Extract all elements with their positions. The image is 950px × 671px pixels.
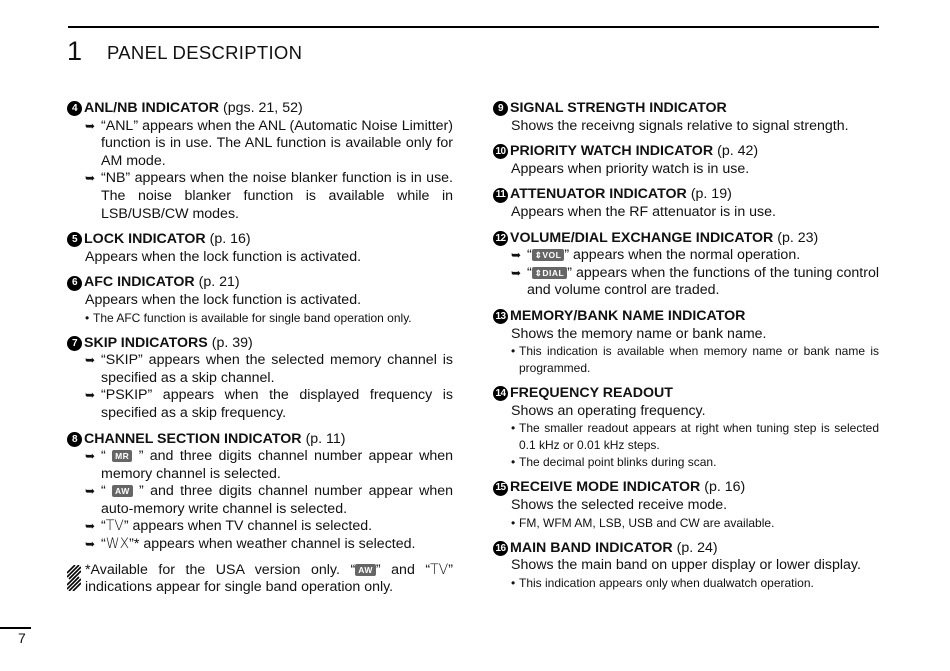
item-number-11: 11 — [493, 188, 508, 203]
note-text: The smaller readout appears at right when tuning step is selected 0.1 kHz or 0.01 kHz steps. — [519, 421, 879, 453]
section-title: AFC INDICATOR — [84, 274, 195, 291]
arrow-icon: ➥ — [85, 388, 96, 403]
item-number-9: 9 — [493, 101, 508, 116]
bullet-text: “PSKIP” appears when the displayed frequency is specified as a skip frequency. — [101, 387, 453, 421]
section-title: ANL/NB INDICATOR — [84, 100, 220, 116]
section-title: MAIN BAND INDICATOR — [510, 539, 673, 556]
tv-symbol: TV — [430, 561, 449, 578]
arrow-icon: ➥ — [85, 171, 96, 186]
arrow-icon: ➥ — [85, 484, 96, 499]
section-title: VOLUME/DIAL EXCHANGE INDICATOR — [510, 229, 774, 246]
bullet-text: “ AW ” and three digits channel number appear when auto-memory write channel is selected. — [101, 483, 453, 517]
item-number-16: 16 — [493, 541, 508, 556]
item-number-7: 7 — [67, 336, 82, 351]
chapter-title: PANEL DESCRIPTION — [107, 42, 303, 63]
section-title: SKIP INDICATORS — [84, 334, 208, 351]
section-title: SIGNAL STRENGTH INDICATOR — [510, 100, 727, 116]
item-number-13: 13 — [493, 309, 508, 324]
bullet-text: “WX”* appears when weather channel is selected. — [101, 536, 416, 553]
section-body: Shows the memory name or bank name. — [511, 325, 767, 342]
arrow-icon: ➥ — [85, 353, 96, 368]
mr-icon: MR — [112, 450, 132, 462]
tv-symbol: TV — [105, 518, 124, 535]
aw-icon: AW — [112, 485, 133, 497]
arrow-icon: ➥ — [85, 118, 96, 133]
bullet-dot: • — [511, 455, 516, 470]
section-title: RECEIVE MODE INDICATOR — [510, 479, 701, 496]
section-body: Appears when the lock function is activated. — [85, 291, 362, 308]
page-ref: (p. 21) — [198, 274, 240, 291]
bullet-text: “NB” appears when the noise blanker function is in use. The noise blanker function is available while in LSB/USB/CW modes. — [101, 170, 453, 222]
footer-rule — [0, 627, 31, 629]
page-ref: (pgs. 21, 52) — [223, 100, 303, 116]
chapter-number: 1 — [67, 36, 83, 66]
page-ref: (p. 16) — [209, 231, 251, 248]
section-attenuator — [493, 186, 879, 221]
wx-symbol: WX — [105, 536, 130, 553]
item-number-6: 6 — [67, 276, 82, 291]
page-ref: (p. 39) — [211, 334, 253, 351]
arrow-icon: ➥ — [85, 519, 96, 534]
item-number-5: 5 — [67, 232, 82, 247]
left-column — [67, 100, 453, 597]
section-title: FREQUENCY READOUT — [510, 385, 673, 402]
section-title: ATTENUATOR INDICATOR — [510, 186, 687, 203]
note-text: The decimal point blinks during scan. — [519, 455, 717, 470]
section-lock — [67, 231, 453, 266]
section-skip — [67, 335, 453, 423]
section-channel — [67, 431, 453, 554]
section-title: CHANNEL SECTION INDICATOR — [84, 430, 302, 447]
dial-icon: ⇕DIAL — [532, 267, 567, 279]
section-afc — [67, 274, 453, 326]
section-body: Shows the selected receive mode. — [511, 496, 728, 513]
section-memory — [493, 308, 879, 377]
bullet-text: “ ⇕DIAL ” appears when the functions of the tuning control and volume control are traded. — [527, 264, 879, 299]
bullet-text: “TV” appears when TV channel is selected. — [101, 518, 373, 535]
bullet-text: “ANL” appears when the ANL (Automatic Noise Limitter) function is in use. The ANL function is available only for AM mode. — [101, 117, 453, 169]
arrow-icon: ➥ — [85, 537, 96, 552]
note-hatch-icon — [67, 565, 81, 591]
section-title: PRIORITY WATCH INDICATOR — [510, 143, 714, 160]
page-ref: (p. 23) — [777, 229, 819, 246]
right-column — [493, 100, 879, 600]
section-signal — [493, 100, 879, 135]
item-number-12: 12 — [493, 231, 508, 246]
note-text: This indication appears only when dualwatch operation. — [519, 575, 814, 590]
bullet-text: “ MR ” and three digits channel number appear when memory channel is selected. — [101, 448, 453, 482]
page-number: 7 — [18, 630, 26, 646]
usa-note-text: *Available for the USA version only. “ AW ” and “TV” indications appear for single band operation only. — [85, 561, 453, 596]
section-body: Appears when the RF attenuator is in use. — [511, 203, 776, 220]
bullet-dot: • — [511, 344, 516, 359]
section-body: Appears when priority watch is in use. — [511, 160, 750, 177]
bullet-dot: • — [511, 575, 516, 590]
usa-note — [67, 562, 453, 597]
section-body: Shows an operating frequency. — [511, 402, 706, 419]
item-number-10: 10 — [493, 144, 508, 159]
bullet-dot: • — [511, 515, 516, 530]
page-ref: (p. 19) — [690, 186, 732, 203]
section-body: Shows the main band on upper display or lower display. — [511, 557, 861, 574]
section-priority — [493, 143, 879, 178]
arrow-icon: ➥ — [85, 449, 96, 464]
bullet-text: “SKIP” appears when the selected memory channel is specified as a skip channel. — [101, 352, 453, 386]
bullet-dot: • — [85, 310, 90, 325]
item-number-15: 15 — [493, 481, 508, 496]
section-frequency — [493, 385, 879, 471]
bullet-dot: • — [511, 421, 516, 436]
section-main-band — [493, 540, 879, 592]
section-title: LOCK INDICATOR — [84, 231, 206, 248]
aw-icon: AW — [355, 564, 376, 576]
bullet-text: “ ⇕VOL ” appears when the normal operation. — [527, 247, 801, 264]
arrow-icon: ➥ — [511, 265, 522, 280]
section-title: MEMORY/BANK NAME INDICATOR — [510, 307, 746, 324]
section-body: Appears when the lock function is activated. — [85, 248, 362, 265]
section-voldial — [493, 230, 879, 300]
item-number-14: 14 — [493, 386, 508, 401]
page-ref: (p. 24) — [676, 539, 718, 556]
section-anl-nb — [67, 100, 453, 223]
vol-icon: ⇕VOL — [532, 249, 565, 261]
note-text: This indication is available when memory name or bank name is programmed. — [519, 344, 879, 376]
page-ref: (p. 16) — [704, 479, 746, 496]
section-body: Shows the receivng signals relative to signal strength. — [511, 117, 849, 134]
note-text: FM, WFM AM, LSB, USB and CW are available. — [519, 515, 775, 530]
item-number-4: 4 — [67, 101, 82, 116]
header-rule — [68, 26, 879, 28]
note-text: The AFC function is available for single band operation only. — [93, 310, 412, 325]
arrow-icon: ➥ — [511, 248, 522, 263]
page-ref: (p. 42) — [717, 143, 759, 160]
section-receive-mode — [493, 479, 879, 531]
page-ref: (p. 11) — [305, 430, 346, 447]
item-number-8: 8 — [67, 432, 82, 447]
